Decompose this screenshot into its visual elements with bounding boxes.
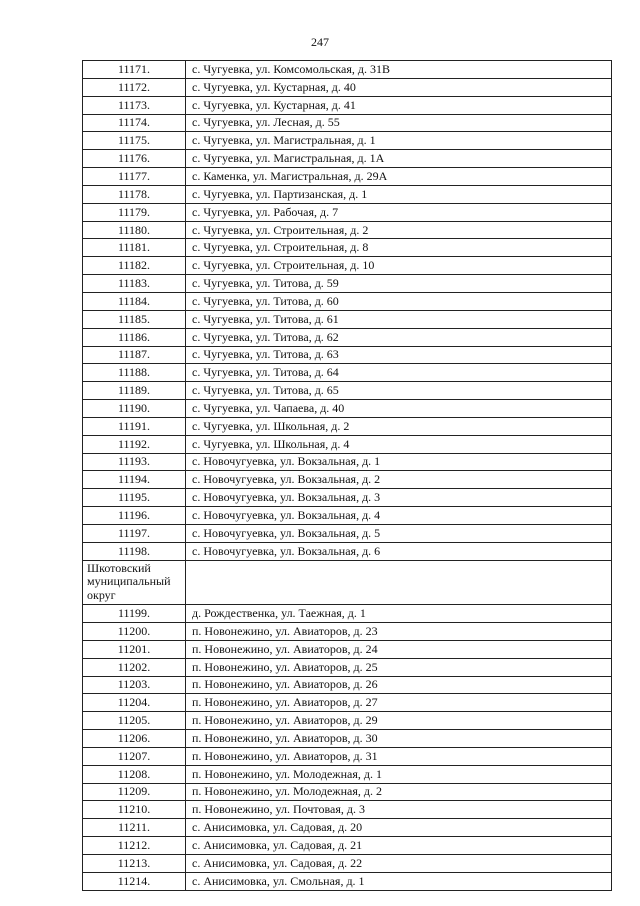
row-address: с. Чугуевка, ул. Рабочая, д. 7 [186,203,612,221]
row-number: 11184. [83,292,186,310]
row-address: с. Новочугуевка, ул. Вокзальная, д. 3 [186,489,612,507]
table-row [83,114,612,132]
row-number: 11213. [83,854,186,872]
row-number: 11210. [83,801,186,819]
row-address: с. Чугуевка, ул. Строительная, д. 8 [186,239,612,257]
row-address: с. Чугуевка, ул. Титова, д. 64 [186,364,612,382]
table-row [83,747,612,765]
table-row [83,417,612,435]
table-row [83,453,612,471]
row-number: 11175. [83,132,186,150]
row-address: с. Чугуевка, ул. Строительная, д. 10 [186,257,612,275]
row-number: 11171. [83,61,186,79]
section-heading-row [83,560,612,605]
row-number: 11205. [83,712,186,730]
row-address: с. Чугуевка, ул. Лесная, д. 55 [186,114,612,132]
table-row [83,730,612,748]
table-row [83,471,612,489]
row-number: 11200. [83,622,186,640]
row-number: 11211. [83,819,186,837]
row-address: с. Новочугуевка, ул. Вокзальная, д. 4 [186,507,612,525]
row-address: с. Новочугуевка, ул. Вокзальная, д. 6 [186,542,612,560]
table-row [83,310,612,328]
row-address: с. Чугуевка, ул. Титова, д. 59 [186,275,612,293]
row-address: с. Чугуевка, ул. Школьная, д. 4 [186,435,612,453]
table-row [83,257,612,275]
row-number: 11179. [83,203,186,221]
table-row [83,622,612,640]
row-number: 11172. [83,78,186,96]
row-address: п. Новонежино, ул. Авиаторов, д. 23 [186,622,612,640]
table-row [83,239,612,257]
row-address: п. Новонежино, ул. Авиаторов, д. 27 [186,694,612,712]
table-row [83,400,612,418]
table-row [83,694,612,712]
table-row [83,275,612,293]
table-row [83,765,612,783]
row-number: 11203. [83,676,186,694]
address-table-body [83,61,612,891]
table-row [83,489,612,507]
row-number: 11202. [83,658,186,676]
table-row [83,292,612,310]
row-address: с. Чугуевка, ул. Кустарная, д. 40 [186,78,612,96]
row-address: п. Новонежино, ул. Авиаторов, д. 26 [186,676,612,694]
table-row [83,185,612,203]
row-number: 11193. [83,453,186,471]
table-row [83,676,612,694]
row-number: 11194. [83,471,186,489]
row-address: с. Каменка, ул. Магистральная, д. 29А [186,168,612,186]
row-number: 11176. [83,150,186,168]
row-number: 11188. [83,364,186,382]
row-number: 11208. [83,765,186,783]
row-address: с. Чугуевка, ул. Титова, д. 63 [186,346,612,364]
row-number: 11183. [83,275,186,293]
row-address: с. Чугуевка, ул. Кустарная, д. 41 [186,96,612,114]
table-row [83,819,612,837]
row-number: 11185. [83,310,186,328]
table-row [83,96,612,114]
row-number: 11198. [83,542,186,560]
row-address: с. Чугуевка, ул. Строительная, д. 2 [186,221,612,239]
row-address: п. Новонежино, ул. Авиаторов, д. 29 [186,712,612,730]
table-row [83,203,612,221]
table-row [83,854,612,872]
table-row [83,524,612,542]
row-address: с. Чугуевка, ул. Титова, д. 65 [186,382,612,400]
row-address: п. Новонежино, ул. Авиаторов, д. 24 [186,640,612,658]
row-number: 11173. [83,96,186,114]
table-row [83,382,612,400]
row-address: с. Анисимовка, ул. Садовая, д. 20 [186,819,612,837]
row-number: 11187. [83,346,186,364]
section-heading-text: Шкотовский муниципальный округ [87,560,171,602]
table-row [83,78,612,96]
table-row [83,712,612,730]
row-address: п. Новонежино, ул. Авиаторов, д. 31 [186,747,612,765]
table-row [83,435,612,453]
row-number: 11174. [83,114,186,132]
row-number: 11199. [83,605,186,623]
table-row [83,872,612,890]
section-heading [83,560,186,605]
row-number: 11209. [83,783,186,801]
row-address: п. Новонежино, ул. Почтовая, д. 3 [186,801,612,819]
row-address: с. Анисимовка, ул. Садовая, д. 21 [186,837,612,855]
row-number: 11197. [83,524,186,542]
row-number: 11182. [83,257,186,275]
row-number: 11189. [83,382,186,400]
row-number: 11206. [83,730,186,748]
row-address: с. Чугуевка, ул. Магистральная, д. 1 [186,132,612,150]
table-row [83,221,612,239]
table-row [83,801,612,819]
row-number: 11190. [83,400,186,418]
table-row [83,837,612,855]
row-address: п. Новонежино, ул. Молодежная, д. 2 [186,783,612,801]
row-address: с. Анисимовка, ул. Смольная, д. 1 [186,872,612,890]
row-number: 11180. [83,221,186,239]
row-address: с. Чугуевка, ул. Комсомольская, д. 31В [186,61,612,79]
table-row [83,605,612,623]
row-address: с. Анисимовка, ул. Садовая, д. 22 [186,854,612,872]
row-address: с. Новочугуевка, ул. Вокзальная, д. 2 [186,471,612,489]
table-row [83,150,612,168]
table-row [83,783,612,801]
row-number: 11201. [83,640,186,658]
table-row [83,132,612,150]
address-table [82,60,612,891]
row-address: с. Чугуевка, ул. Титова, д. 60 [186,292,612,310]
row-number: 11191. [83,417,186,435]
row-number: 11204. [83,694,186,712]
row-number: 11214. [83,872,186,890]
row-address: п. Новонежино, ул. Авиаторов, д. 25 [186,658,612,676]
row-number: 11181. [83,239,186,257]
row-address: с. Новочугуевка, ул. Вокзальная, д. 5 [186,524,612,542]
row-address: д. Рождественка, ул. Таежная, д. 1 [186,605,612,623]
table-row [83,364,612,382]
row-number: 11212. [83,837,186,855]
row-address: п. Новонежино, ул. Авиаторов, д. 30 [186,730,612,748]
row-address: п. Новонежино, ул. Молодежная, д. 1 [186,765,612,783]
row-number: 11195. [83,489,186,507]
table-row [83,542,612,560]
table-row [83,507,612,525]
row-address: с. Чугуевка, ул. Чапаева, д. 40 [186,400,612,418]
table-row [83,61,612,79]
row-address: с. Чугуевка, ул. Партизанская, д. 1 [186,185,612,203]
row-number: 11178. [83,185,186,203]
table-row [83,658,612,676]
table-row [83,328,612,346]
row-address: с. Новочугуевка, ул. Вокзальная, д. 1 [186,453,612,471]
table-row [83,168,612,186]
section-heading-empty-cell [186,560,612,605]
table-row [83,640,612,658]
row-number: 11177. [83,168,186,186]
row-address: с. Чугуевка, ул. Магистральная, д. 1А [186,150,612,168]
table-row [83,346,612,364]
row-number: 11196. [83,507,186,525]
row-address: с. Чугуевка, ул. Школьная, д. 2 [186,417,612,435]
row-address: с. Чугуевка, ул. Титова, д. 62 [186,328,612,346]
row-number: 11192. [83,435,186,453]
row-number: 11207. [83,747,186,765]
row-address: с. Чугуевка, ул. Титова, д. 61 [186,310,612,328]
page-number: 247 [311,35,329,49]
row-number: 11186. [83,328,186,346]
